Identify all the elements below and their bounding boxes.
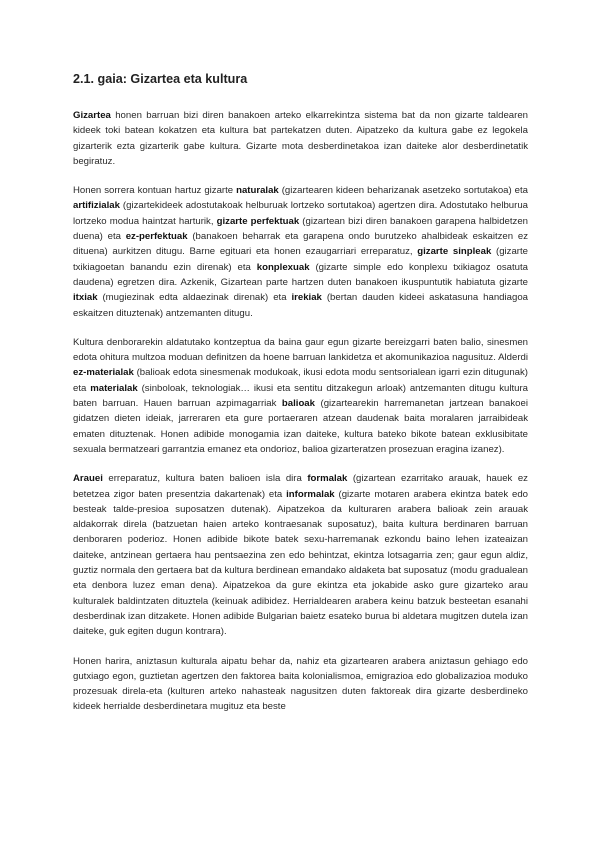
text-run: (gizartean ezarritako arauak, hauek ez betetzea zigor baten presentzia dakartenak) eta [73, 473, 528, 500]
text-run: (gizartearekin harremanetan jartzean banakoei gidatzen dieten ideiak, jarreraren eta gure portaeraren atzean daudenak baita moralaren jarraibideak ematen dituztenak. Honen adibide monogamia izan daiteke, kultura bateko bikote batean exklusibitate sexuala bermatzeari garrantzia emanez eta ondorioz, balioa gizarteratzen prosezuan eragina izanez). [73, 398, 528, 455]
bold-term: Arauei [73, 473, 103, 485]
paragraph-arauei [73, 471, 528, 639]
bold-term: itxiak [73, 292, 98, 304]
paragraph-gizartea [73, 108, 528, 169]
text-run: (sinboloak, teknologiak… ikusi eta sentitu ditzakegun arloak) antzemanten ditugu kultura baten barruan. Hauen barruan azpimagarriak [73, 382, 528, 410]
text-run: (gizartearen kideen beharizanak asetzeko sortutakoa) eta [278, 185, 528, 197]
bold-term: gizarte sinpleak [417, 246, 492, 258]
text-run: (gizarte motaren arabera ekintza batek edo besteak talde-presioa suposatzen dutenak). Aipatzekoa da kulturaren arabera balioak zein arauak aldakorrak direla (batzuetan haien arteko kontraesanak suposatuz), baita kultura berdinaren barruan denboraren poderioz. Honen adibide bikote batek sexu-harremanak ezkondu baino lehen izateaizan daiteke, antzinean gertaera hau pentsaezina zen edo behintzat, ekintza lotsagarria zen; gaur egun aldiz, guztiz normala den gertaera bat da kultura berdinean emandako aldaketa bat suposatuz (modu gradualean eta denbora luzez eman dena). Aipatzekoa da gure ekintza eta jokabide asko gure gizarteko arau kulturalek baldintzaten dituztela (keinuak adibidez. Herrialdearen arabera keinu batzuk besteetan esanahi desberdinak izan ditzakete. Honen adibide Bulgarian baietz esateko burua bi aldetara mugitzen dutela izan daiteke, guk egiten dugun kontrara). [73, 488, 528, 638]
text-run: (gizartean bizi diren banakoen garapena halbidetzen duena) eta [73, 215, 528, 243]
bold-term: konplexuak [256, 261, 310, 273]
text-run: erreparatuz, kultura baten balioen isla dira [102, 473, 308, 485]
paragraph-aniztasun [73, 654, 528, 715]
paragraph-sorrera [73, 183, 528, 321]
text-run: (banakoen beharrak eta garapena ondo burutzeko ahalbideak eskaitzen ez dituena) aurkitzen ditugu. Barne egituari eta honen ezaugarriari erreparatuz, [73, 231, 528, 258]
text-run: (gizartekideek adostutakoak helburuak lortzeko sortutakoa) agertzen dira. Adostutako helburua lortzeko modua haintzat harturik, [73, 200, 528, 227]
bold-term: irekiak [291, 292, 322, 304]
text-run: (gizarte simple edo konplexu txikiagoz osatuta daudena) egretzen dira. Azkenik, Gizartean parte hartzen duten banakoen ikuspuntutik habiatuta gizarte [73, 261, 528, 288]
text-run: Kultura denborarekin aldatutako kontzeptua da baina gaur egun gizarte bereizgarri baten balio, sinesmen edota ohitura multzoa moduan definitzen da hoene barruan lankidetza et akomunikazioa nagusituz. Alderdi [73, 336, 528, 364]
bold-term: ez-materialak [73, 367, 134, 379]
text-run: (mugiezinak edta aldaezinak direnak) eta [97, 292, 292, 304]
text-run: Honen harira, aniztasun kulturala aipatu behar da, nahiz eta gizartearen arabera aniztasun gehiago edo gutxiago egon, guztietan agertzen den faktorea baita kolonialismoa, emigrazioa edo globalizazioa moduko prozesuak direla-eta (kulturen arteko nahasteak nagusitzen duten faktoreak dira gizarte desberdineko kideek herrialde desberdinetara mugituz eta beste [73, 655, 528, 713]
text-run: honen barruan bizi diren banakoen arteko elkarrekintza sistema bat da non gizarte taldearen kideek toki batean kokatzen eta kultura bat partekatzen duten. Aipatzeko da kultura gabe ez legokela gizarterik ezta gizarterik gabe kultura. Gizarte mota desberdinetakoa izan daiteke alor desberdinetatik begiratuz. [73, 110, 528, 167]
bold-term: materialak [90, 382, 138, 394]
bold-term: naturalak [236, 185, 279, 197]
text-run: (balioak edota sinesmenak modukoak, ikusi edota modu sentsorialean igarri ezin ditugunak) eta [73, 367, 528, 394]
paragraph-kultura [73, 335, 528, 457]
section-heading: 2.1. gaia: Gizartea eta kultura [73, 72, 248, 86]
text-run: Honen sorrera kontuan hartuz gizarte [73, 185, 237, 197]
page-content [73, 72, 528, 729]
bold-term: balioak [281, 398, 315, 410]
text-run: (gizarte txikiagoetan banandu ezin direnak) eta [73, 246, 528, 273]
bold-term: Gizartea [73, 110, 111, 121]
bold-term: informalak [286, 488, 335, 500]
bold-term: ez-perfektuak [125, 231, 188, 243]
text-run: (bertan dauden kideei askatasuna handiagoa eskaitzen dituztenak) antzemanten ditugu. [73, 292, 528, 319]
bold-term: formalak [307, 473, 348, 485]
bold-term: gizarte perfektuak [216, 215, 300, 227]
bold-term: artifizialak [73, 200, 120, 212]
